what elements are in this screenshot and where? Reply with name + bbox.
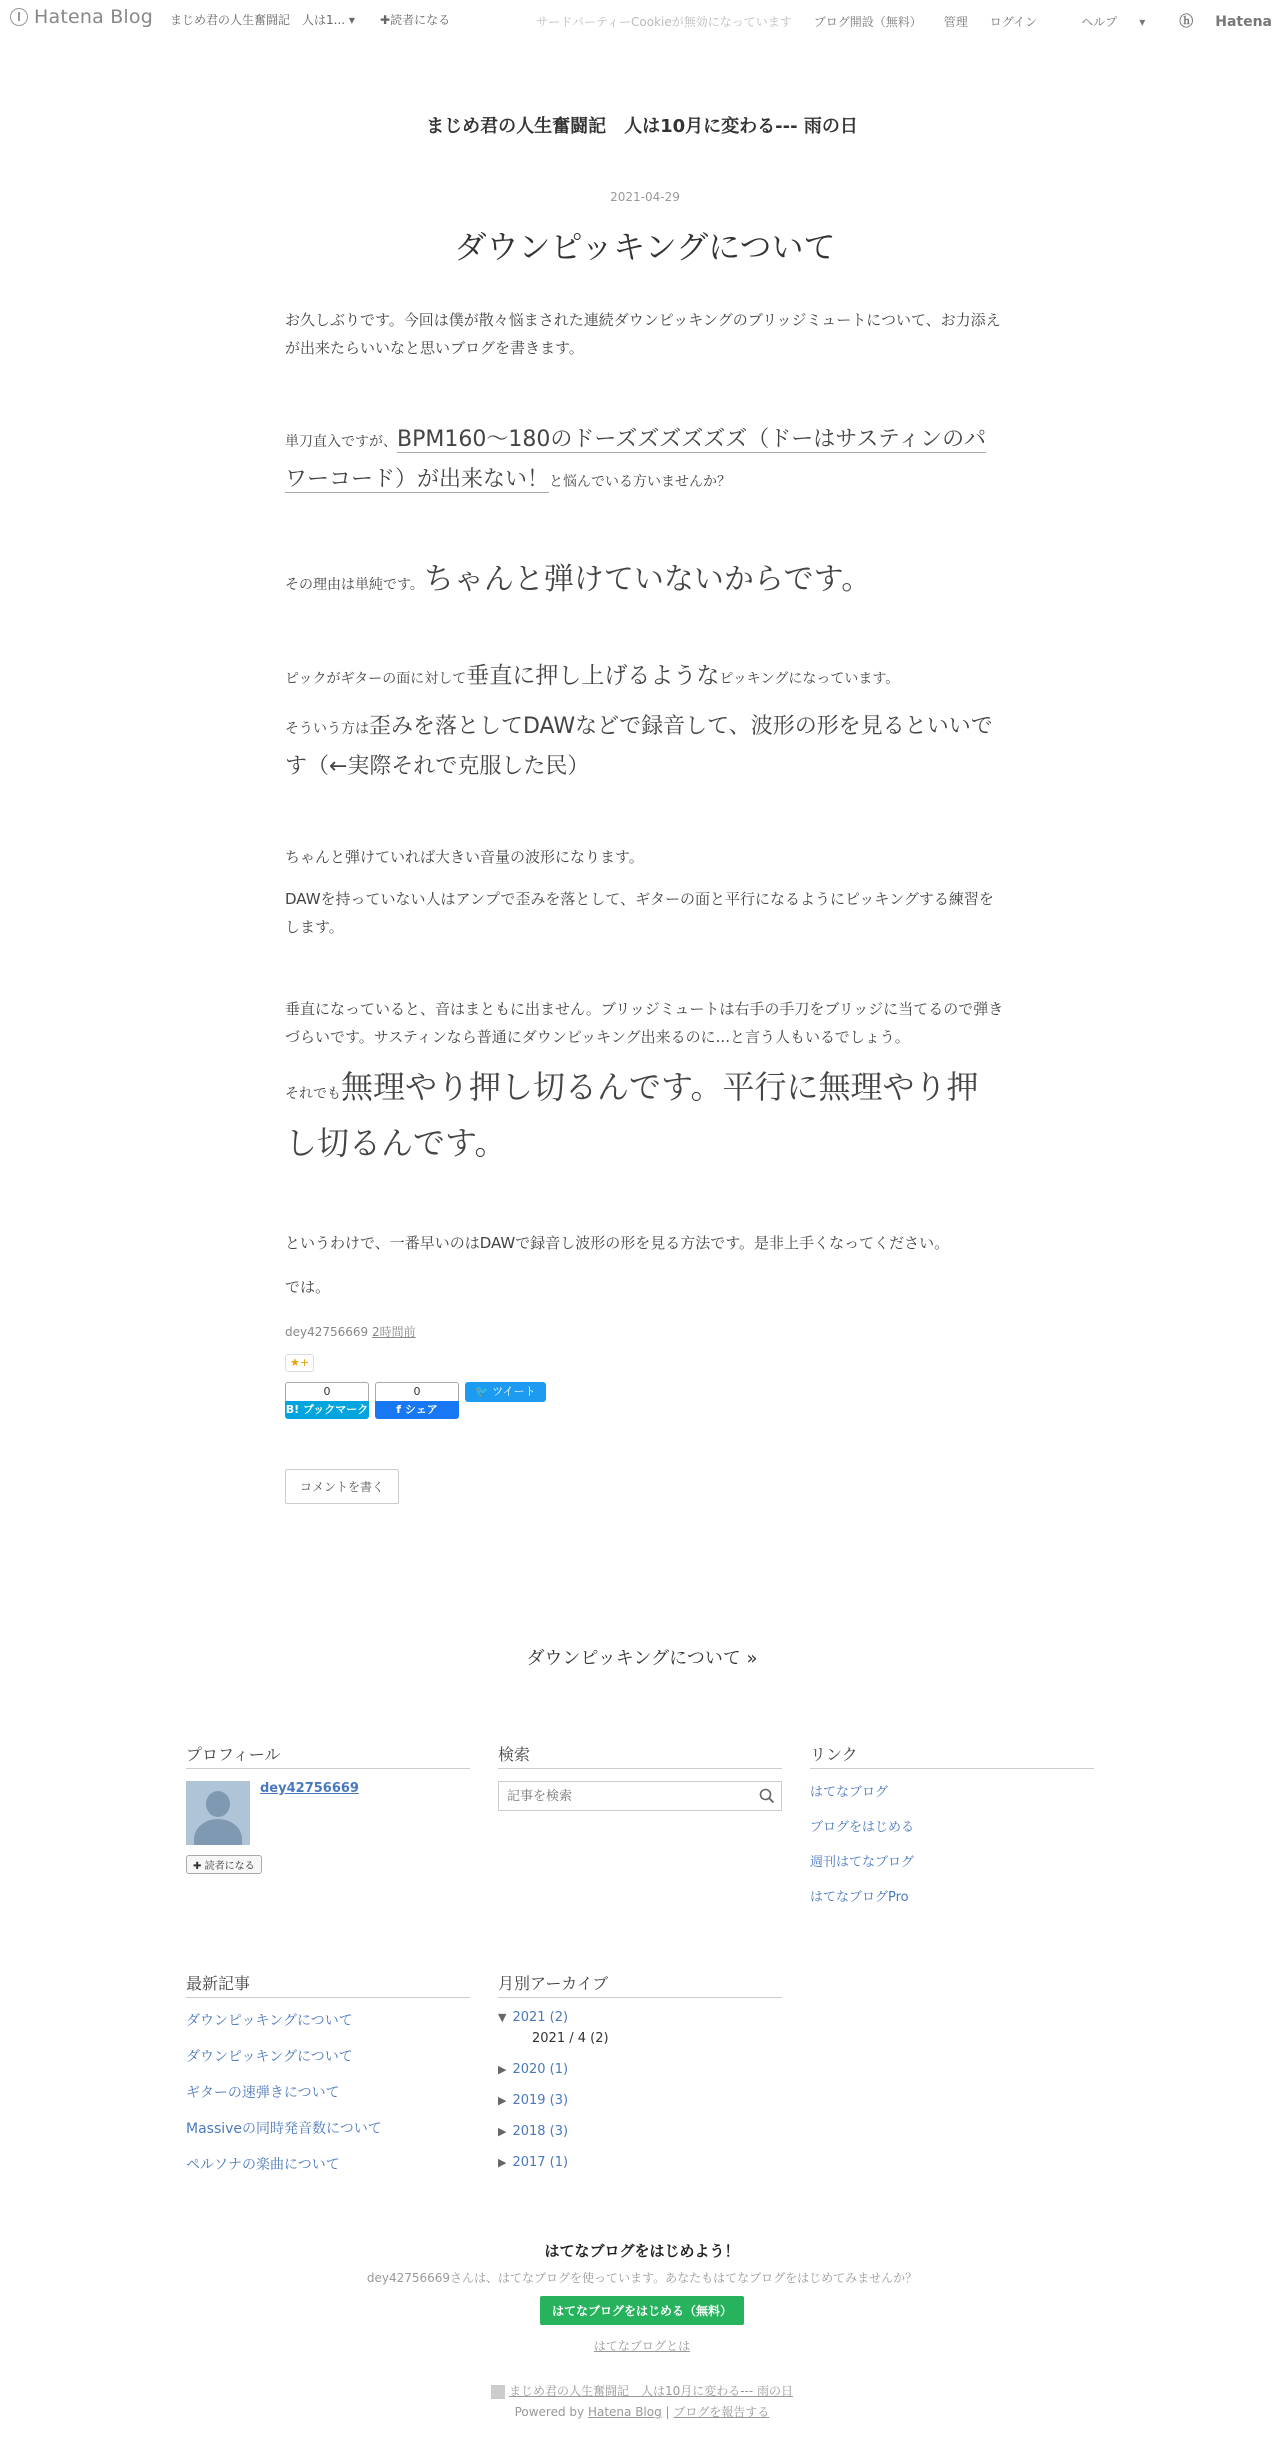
recent-entries-module [186, 1971, 470, 2190]
start-blog-button[interactable]: はてなブログをはじめる（無料） [540, 2296, 744, 2325]
emphasis-text: 無理やり押し切るんです。平行に無理やり押し切るんです。 [285, 1068, 979, 1162]
paragraph-text: 単刀直入ですが、 [285, 434, 397, 450]
article [279, 190, 1005, 1504]
paragraph-text: それでも [285, 1086, 341, 1102]
paragraph [285, 662, 1005, 693]
paragraph [285, 560, 1005, 600]
paragraph: 垂直になっていると、音はまともに出ません。ブリッジミュートは右手の手刀をブリッジに当てるので弾きづらいです。サスティンなら普通にダウンピッキング出来るのに...と言う人もいるでしょう。 [285, 1000, 1004, 1046]
module-title: 最新記事 [186, 1971, 470, 1998]
share-label: f シェア [375, 1401, 459, 1419]
social-buttons [285, 1382, 1005, 1419]
paragraph: お久しぶりです。今回は僕が散々悩まされた連続ダウンピッキングのブリッジミュートについて、お力添えが出来たらいいなと思いブログを書きます。 [285, 311, 1001, 357]
paragraph: では。 [285, 1278, 331, 1296]
paragraph [285, 707, 1005, 787]
facebook-share-button[interactable] [375, 1382, 459, 1419]
archive-month-link[interactable]: 2021 / 4 (2) [532, 2031, 609, 2046]
about-hatena-blog-link[interactable]: はてなブログとは [593, 2339, 691, 2353]
recent-entry-link[interactable]: ダウンピッキングについて [186, 2013, 353, 2029]
archive-year-label[interactable]: 2021 (2) [512, 2010, 569, 2025]
entry-time[interactable]: 2時間前 [372, 1325, 416, 1339]
recent-entry-link[interactable]: ダウンピッキングについて [186, 2049, 353, 2065]
report-blog-link[interactable]: ブログを報告する [673, 2405, 770, 2419]
help-label: ヘルプ [1081, 14, 1118, 29]
recent-entry-link[interactable]: ギターの速弾きについて [186, 2085, 340, 2101]
blog-selector-label: まじめ君の人生奮闘記 人は1... [170, 13, 346, 27]
archive-module [498, 1971, 782, 2190]
paragraph-text: ピッキングになっています。 [719, 671, 900, 687]
recent-entry-link[interactable]: ペルソナの楽曲について [186, 2157, 340, 2173]
collapse-arrow-icon[interactable]: ▶ [498, 2063, 507, 2076]
logo-text: Hatena Blog [34, 6, 153, 28]
links-module [810, 1742, 1094, 1921]
footer-blog-link[interactable]: まじめ君の人生奮闘記 人は10月に変わる--- 雨の日 [508, 2384, 794, 2398]
paragraph-text: そういう方は [285, 721, 369, 737]
paragraph: DAWを持っていない人はアンプで歪みを落として、ギターの面と平行になるようにピッキングする練習をします。 [285, 890, 994, 936]
follow-label: 読者になる [204, 1861, 255, 1872]
emphasis-text: 歪みを落としてDAWなどで録音して、波形の形を見るといいです（←実際それで克服した民） [285, 714, 993, 779]
module-title: 月別アーカイブ [498, 1971, 782, 1998]
hatena-logo[interactable] [1157, 11, 1272, 31]
paragraph-text: その理由は単純です。 [285, 577, 424, 593]
hatena-blog-logo[interactable] [10, 6, 153, 28]
avatar[interactable] [186, 1781, 250, 1845]
tweet-label: ツイート [492, 1385, 536, 1398]
archive-year-label[interactable]: 2020 (1) [512, 2062, 569, 2077]
archive-year[interactable] [498, 2124, 782, 2139]
archive-year[interactable] [498, 2093, 782, 2108]
open-blog-link[interactable]: ブログ開設（無料） [813, 14, 922, 29]
archive-year-label[interactable]: 2019 (3) [512, 2093, 569, 2108]
module-title: プロフィール [186, 1742, 470, 1769]
paragraph-text: ピックがギターの面に対して [285, 671, 467, 687]
search-input[interactable] [505, 1788, 759, 1805]
recent-entry-link[interactable]: Massiveの同時発音数について [186, 2121, 382, 2137]
archive-year[interactable] [498, 2155, 782, 2170]
blog-title[interactable]: まじめ君の人生奮闘記 人は10月に変わる--- 雨の日 [426, 116, 858, 137]
link-item[interactable]: 週刊はてなブログ [810, 1855, 915, 1870]
paragraph: というわけで、一番早いのはDAWで録音し波形の形を見る方法です。是非上手くなってください。 [285, 1234, 950, 1252]
hatena-logo-icon: ⓗ [1179, 14, 1194, 30]
link-item[interactable]: ブログをはじめる [810, 1820, 915, 1835]
paragraph [285, 1059, 1005, 1171]
bookmark-count: 0 [285, 1382, 369, 1401]
share-count: 0 [375, 1382, 459, 1401]
subscribe-label: 読者になる [390, 13, 451, 27]
paragraph-text: と悩んでいる方いませんか？ [549, 474, 732, 490]
entry-body [285, 306, 1005, 1301]
expand-arrow-icon[interactable]: ▼ [498, 2011, 507, 2024]
hatena-logo-text: Hatena [1215, 14, 1272, 30]
blog-selector[interactable] [170, 11, 355, 28]
tweet-button[interactable] [465, 1382, 546, 1402]
paragraph [285, 420, 1005, 500]
sidebar-modules [186, 1742, 1098, 2190]
emphasis-text: 垂直に押し上げるような [466, 663, 720, 689]
separator: | [665, 2405, 670, 2419]
write-comment-button[interactable]: コメントを書く [285, 1469, 399, 1504]
footer [0, 2382, 1284, 2450]
paragraph: ちゃんと弾けていれば大きい音量の波形になります。 [285, 848, 644, 866]
powered-by [0, 2403, 1284, 2420]
plus-icon: ✚ [193, 1861, 202, 1872]
caret-down-icon: ▾ [348, 13, 355, 27]
promo-text: dey42756669さんは、はてなブログを使っています。あなたもはてなブログをはじめてみませんか？ [366, 2271, 918, 2285]
bookmark-label: B! ブックマーク [285, 1401, 369, 1419]
search-form [498, 1781, 782, 1811]
module-title: 検索 [498, 1742, 782, 1769]
next-entry-link[interactable]: ダウンピッキングについて » [526, 1648, 758, 1669]
entry-footer-meta [285, 1323, 1005, 1340]
blog-favicon-icon [491, 2385, 505, 2399]
promo-title: はてなブログをはじめよう！ [544, 2242, 740, 2260]
manage-link[interactable]: 管理 [943, 14, 968, 29]
archive-year-label[interactable]: 2018 (3) [512, 2124, 569, 2139]
collapse-arrow-icon[interactable]: ▶ [498, 2125, 507, 2138]
entry-date[interactable]: 2021-04-29 [610, 190, 680, 204]
promo-section [0, 2240, 1284, 2354]
hatena-bookmark-button[interactable] [285, 1382, 369, 1419]
author-name[interactable]: dey42756669 [285, 1325, 369, 1339]
module-title: リンク [810, 1742, 1094, 1769]
profile-module [186, 1742, 470, 1921]
subscribe-button[interactable] [380, 11, 450, 28]
help-menu[interactable] [1059, 13, 1145, 30]
link-item[interactable]: はてなブログPro [810, 1890, 909, 1905]
twitter-bird-icon: 🐦 [475, 1385, 489, 1398]
hatena-blog-logo-icon [10, 8, 28, 26]
global-header [0, 0, 1284, 36]
archive-year-label[interactable]: 2017 (1) [512, 2155, 569, 2170]
hatena-blog-link[interactable]: Hatena Blog [587, 2405, 662, 2419]
caret-down-icon: ▾ [1139, 14, 1146, 29]
entry-title[interactable]: ダウンピッキングについて [454, 228, 836, 266]
link-item[interactable]: はてなブログ [810, 1785, 889, 1800]
search-module [498, 1742, 782, 1921]
login-link[interactable]: ログイン [989, 14, 1038, 29]
collapse-arrow-icon[interactable]: ▶ [498, 2094, 507, 2107]
follow-button[interactable] [186, 1855, 262, 1874]
add-star-button[interactable]: ★+ [285, 1354, 314, 1372]
cookie-notice: サードパーティーCookieが無効になっています [536, 14, 792, 29]
profile-name[interactable]: dey42756669 [260, 1781, 359, 1796]
plus-icon: ✚ [380, 13, 391, 27]
emphasis-text: BPM160～180のドーズズズズズズ（ドーはサスティンのパワーコード）が出来ない！ [285, 427, 987, 492]
emphasis-text: ちゃんと弾けていないからです。 [423, 562, 872, 597]
archive-year[interactable] [498, 2010, 782, 2025]
powered-by-label: Powered by [514, 2405, 585, 2419]
search-icon[interactable] [759, 1788, 775, 1804]
archive-year[interactable] [498, 2062, 782, 2077]
collapse-arrow-icon[interactable]: ▶ [498, 2156, 507, 2169]
